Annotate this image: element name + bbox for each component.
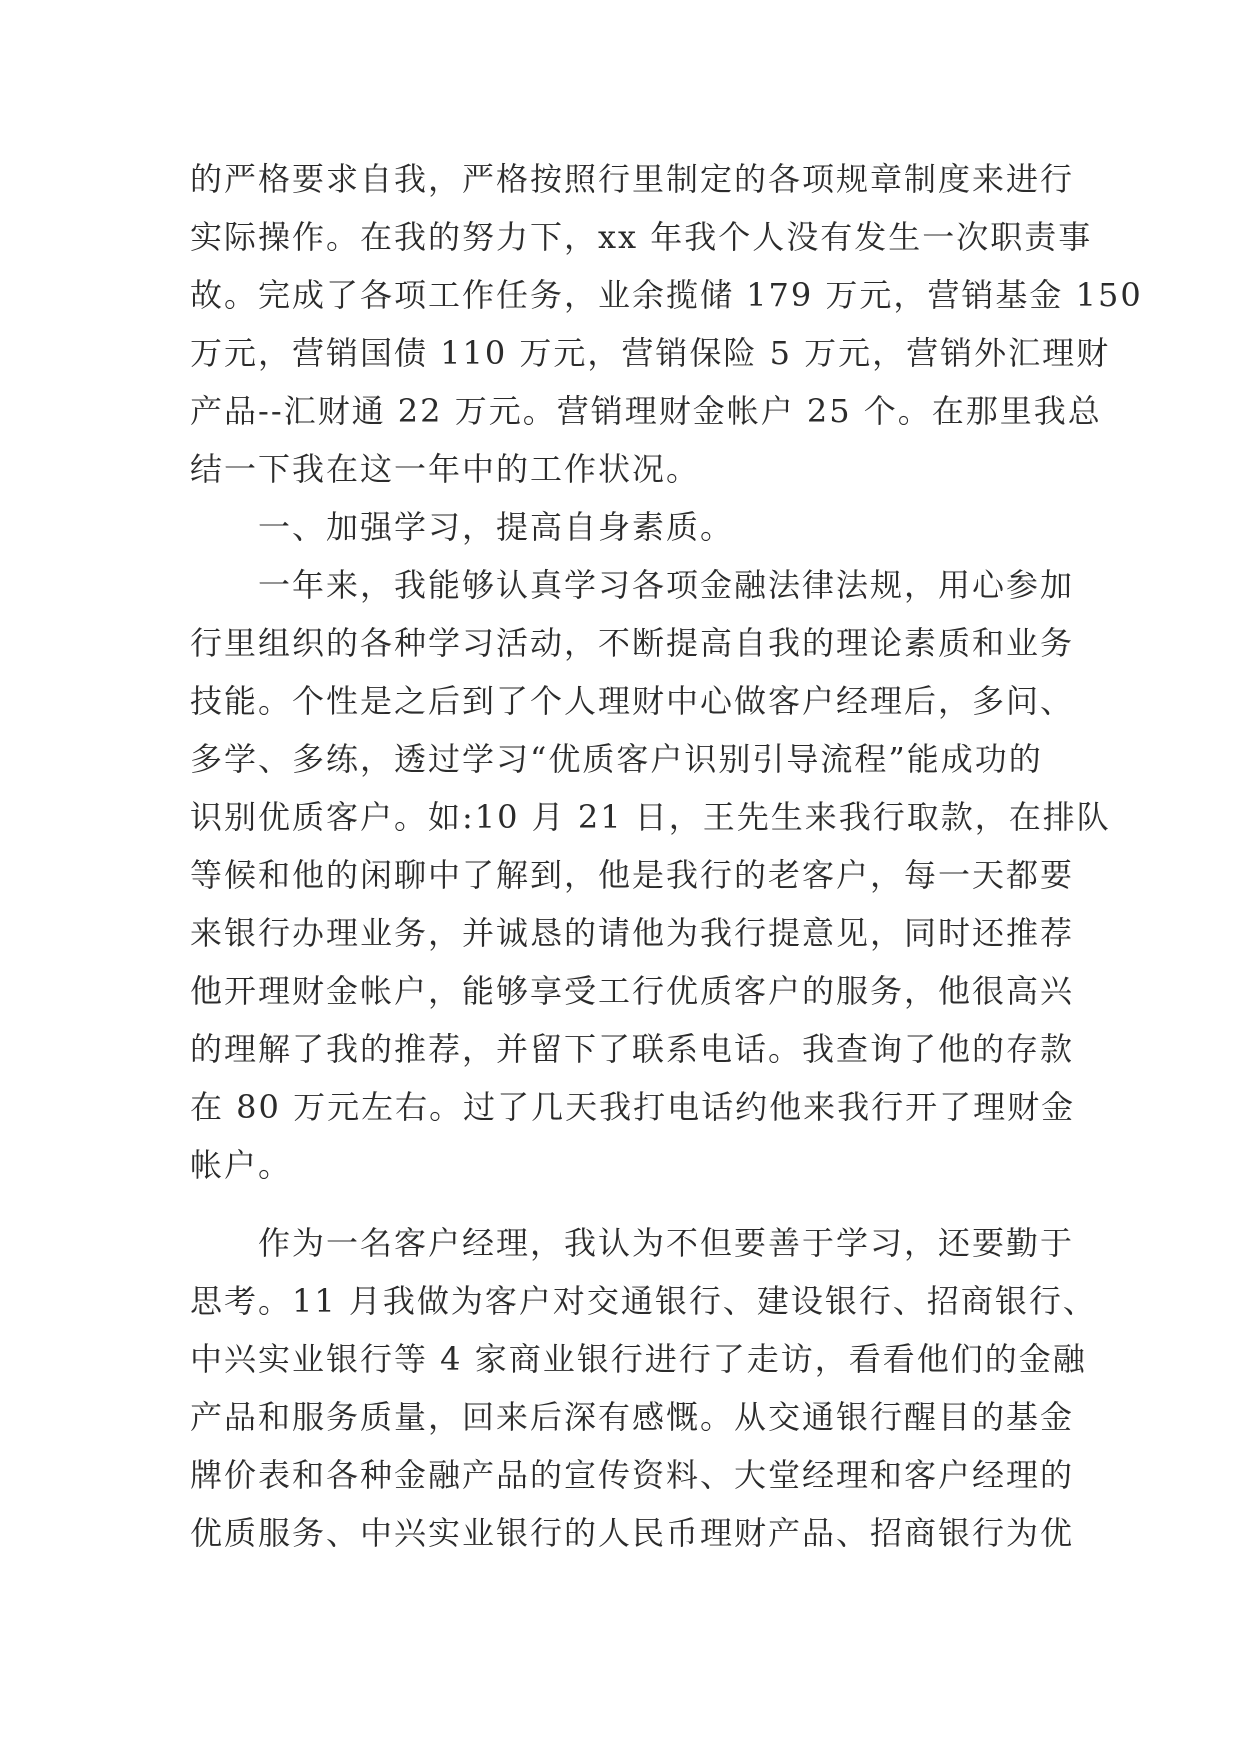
text-line: 多学、多练，透过学习“优质客户识别引导流程”能成功的 (190, 740, 1043, 778)
text-line: 结一下我在这一年中的工作状况。 (190, 450, 701, 488)
text-line: 故。完成了各项工作任务，业余揽储 179 万元，营销基金 150 (190, 276, 1143, 314)
text-line: 作为一名客户经理，我认为不但要善于学习，还要勤于 (258, 1224, 1075, 1262)
text-line: 帐户。 (190, 1146, 293, 1184)
paragraph-spacer (190, 1194, 1070, 1214)
text-line: 来银行办理业务，并诚恳的请他为我行提意见，同时还推荐 (190, 914, 1075, 952)
text-line: 思考。11 月我做为客户对交通银行、建设银行、招商银行、 (190, 1282, 1097, 1320)
text-line: 牌价表和各种金融产品的宣传资料、大堂经理和客户经理的 (190, 1456, 1075, 1494)
text-line: 产品--汇财通 22 万元。营销理财金帐户 25 个。在那里我总 (190, 392, 1102, 430)
section-heading: 一、加强学习，提高自身素质。 (258, 508, 735, 546)
text-line: 一年来，我能够认真学习各项金融法律法规，用心参加 (258, 566, 1075, 604)
text-line: 识别优质客户。如:10 月 21 日，王先生来我行取款，在排队 (190, 798, 1111, 836)
text-line: 在 80 万元左右。过了几天我打电话约他来我行开了理财金 (190, 1088, 1076, 1126)
text-line: 行里组织的各种学习活动，不断提高自我的理论素质和业务 (190, 624, 1075, 662)
text-line: 等候和他的闲聊中了解到，他是我行的老客户，每一天都要 (190, 856, 1075, 894)
text-line: 产品和服务质量，回来后深有感慨。从交通银行醒目的基金 (190, 1398, 1075, 1436)
text-line: 实际操作。在我的努力下，xx 年我个人没有发生一次职责事 (190, 218, 1093, 256)
document-body (190, 150, 1143, 1562)
text-line: 万元，营销国债 110 万元，营销保险 5 万元，营销外汇理财 (190, 334, 1111, 372)
text-line: 的严格要求自我，严格按照行里制定的各项规章制度来进行 (190, 160, 1075, 198)
text-line: 的理解了我的推荐，并留下了联系电话。我查询了他的存款 (190, 1030, 1075, 1068)
text-line: 优质服务、中兴实业银行的人民币理财产品、招商银行为优 (190, 1514, 1075, 1552)
text-line: 他开理财金帐户，能够享受工行优质客户的服务，他很高兴 (190, 972, 1075, 1010)
text-line: 中兴实业银行等 4 家商业银行进行了走访，看看他们的金融 (190, 1340, 1087, 1378)
text-line: 技能。个性是之后到了个人理财中心做客户经理后，多问、 (190, 682, 1075, 720)
